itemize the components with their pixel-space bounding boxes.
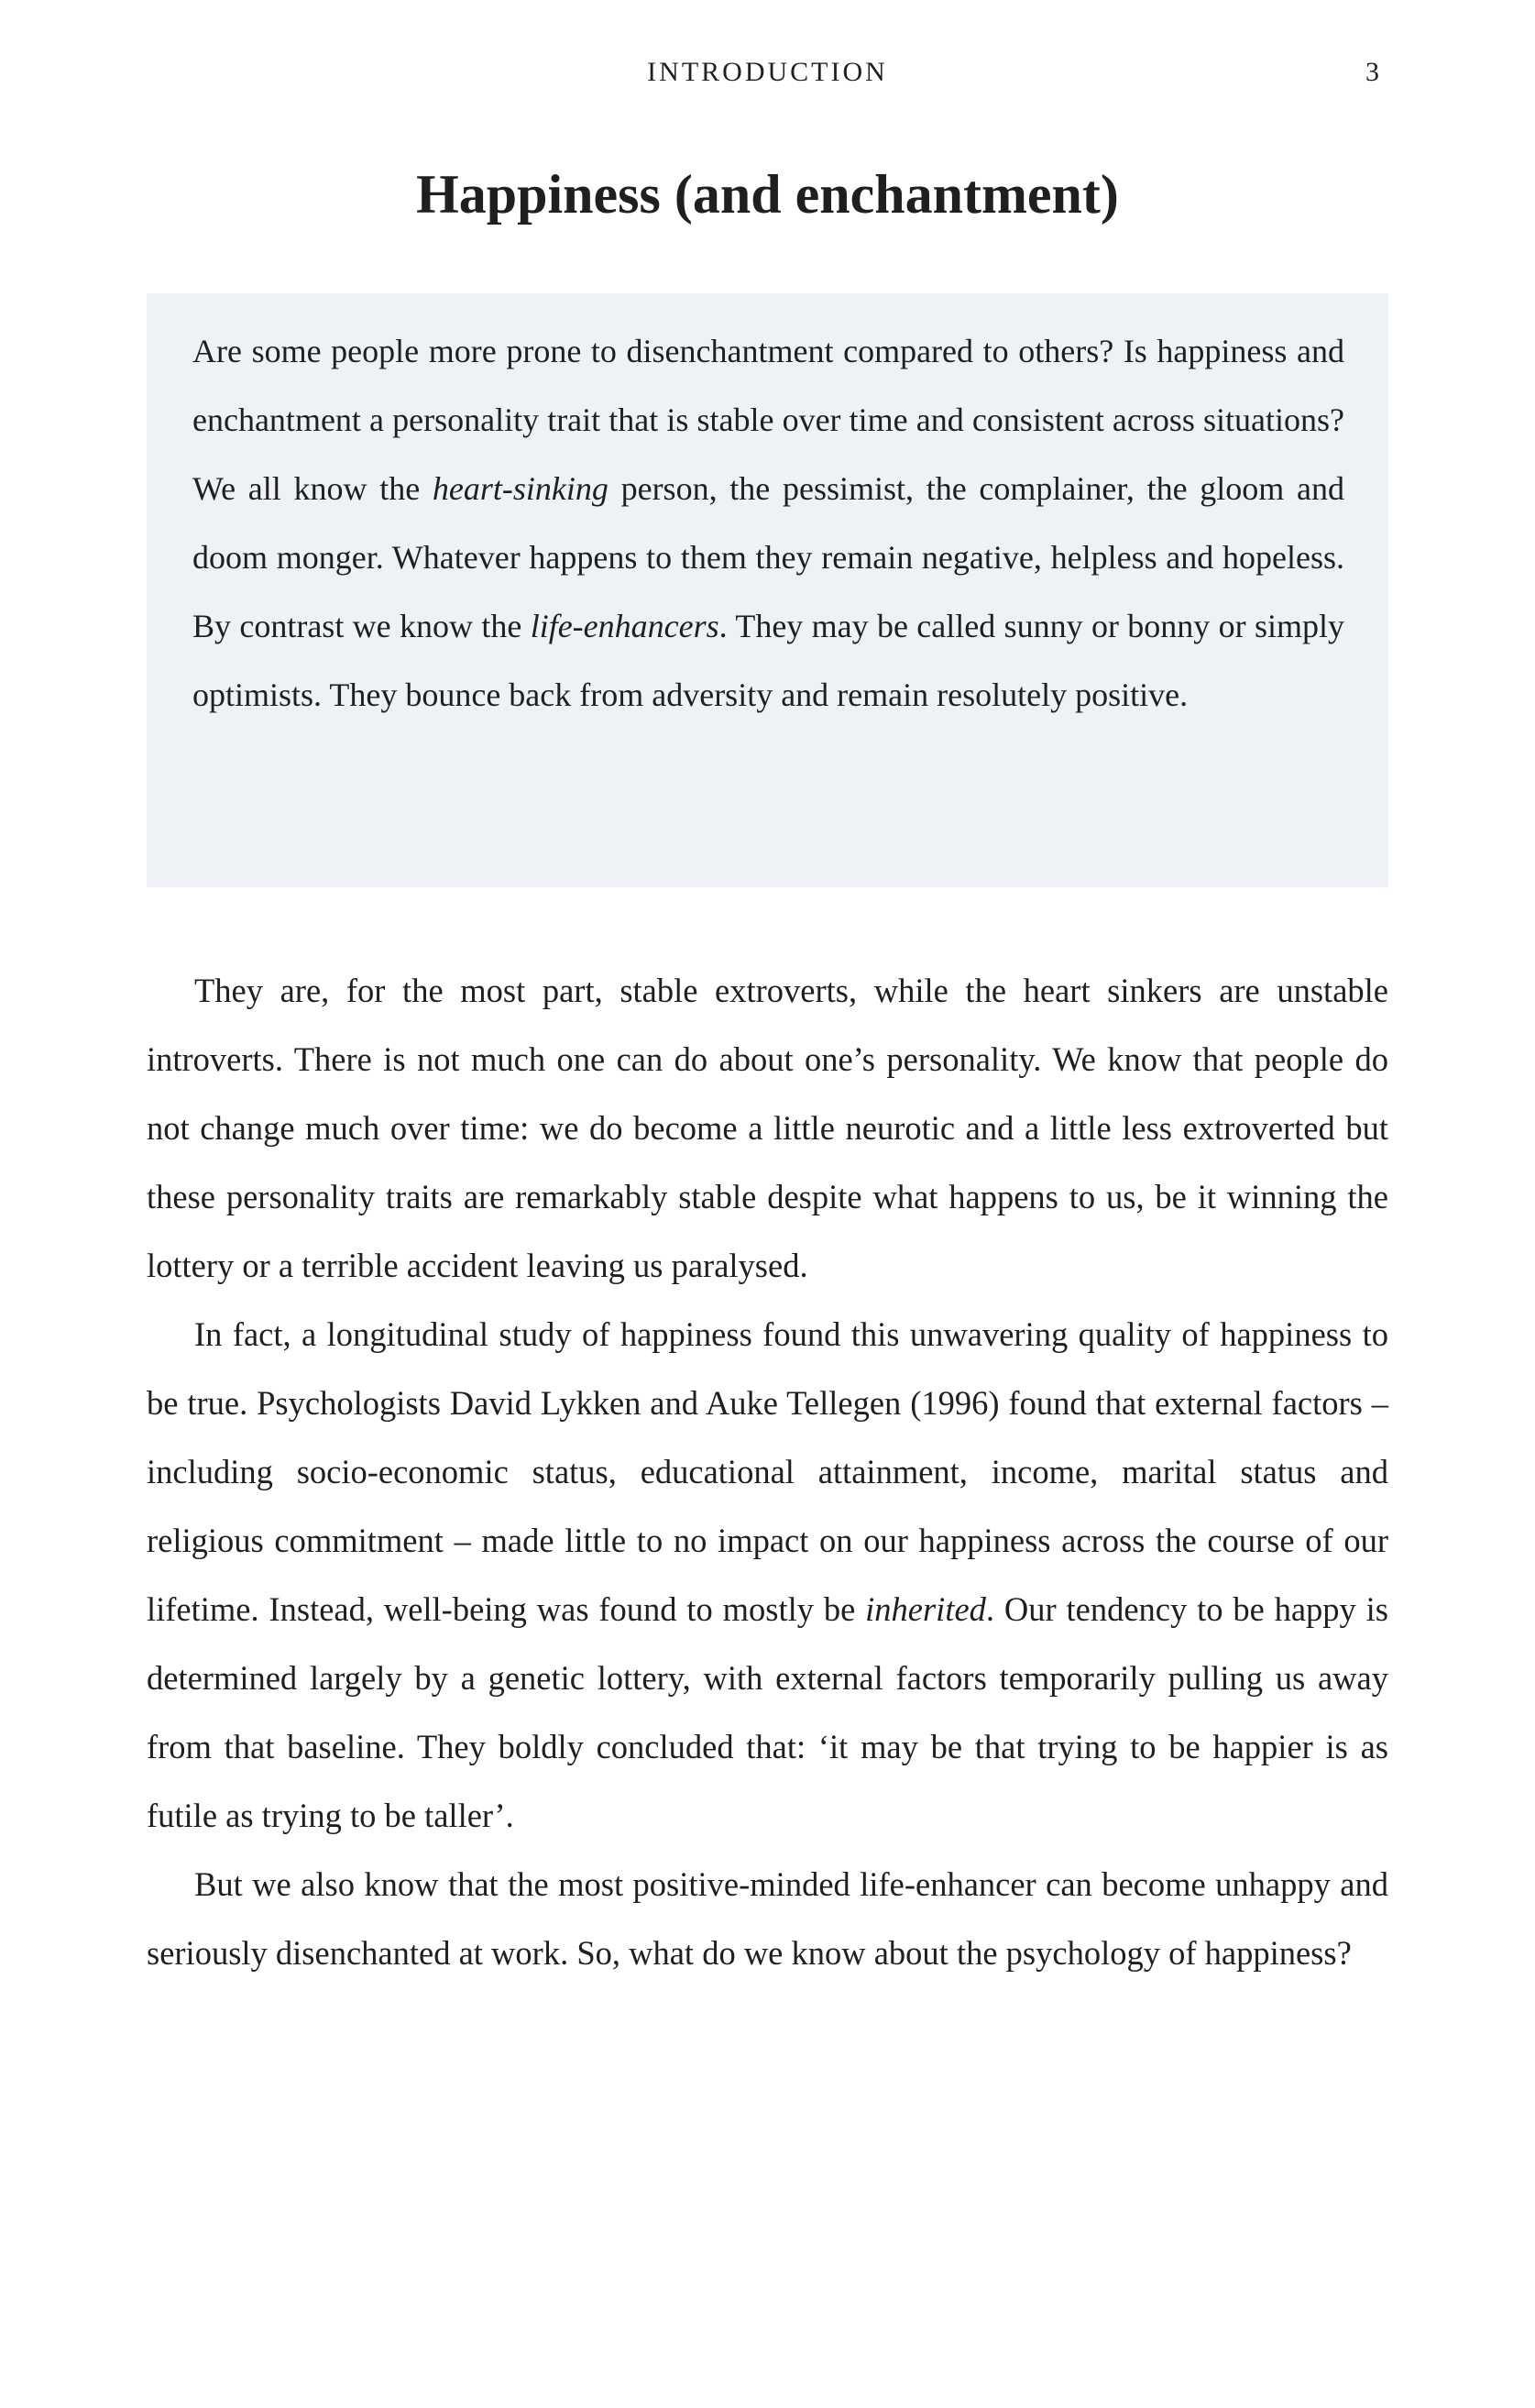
boxout-text-2: person, the pessimist, the complainer, the gloom and doom monger. Whatever happens to them they remain negative, helpless and hopeless. By contrast we know the: [192, 470, 1344, 644]
boxout-paragraph: [192, 317, 1344, 730]
section-title: Happiness (and enchantment): [416, 164, 1119, 225]
boxout-text-1: Are some people more prone to disenchantment compared to others? Is happiness and enchantment a personality trait that is stable over time and consistent across situations? We all know the: [192, 333, 1344, 507]
para-2-text-2: . Our tendency to be happy is determined largely by a genetic lottery, with external factors temporarily pulling us away from that baseline. They boldly concluded that: ‘it may be that trying to be happier is as futile as trying to be taller’.: [147, 1590, 1388, 1834]
body-paragraph-2: [147, 1300, 1388, 1850]
running-head: INTRODUCTION: [647, 57, 888, 87]
boxout-text-3: . They may be called sunny or bonny or simply optimists. They bounce back from adversity and remain resolutely positive.: [192, 608, 1344, 713]
boxout-emphasis-1: heart-sinking: [432, 470, 609, 507]
page-number: 3: [1365, 57, 1379, 87]
body-paragraph-3: But we also know that the most positive-minded life-enhancer can become unhappy and seriously disenchanted at work. So, what do we know about the psychology of happiness?: [147, 1865, 1388, 1972]
boxout-emphasis-2: life-enhancers: [530, 608, 719, 644]
body-text: [147, 956, 1388, 1987]
shaded-boxout: [147, 293, 1388, 887]
para-2-text-1: In fact, a longitudinal study of happiness found this unwavering quality of happiness to be true. Psychologists David Lykken and Auke Tellegen (1996) found that external factors – including socio-economic status, educational attainment, income, marital status and religious commitment – made little to no impact on our happiness across the course of our lifetime. Instead, well-being was found to mostly be: [147, 1315, 1388, 1628]
body-paragraph-1: They are, for the most part, stable extroverts, while the heart sinkers are unstable introverts. There is not much one can do about one’s personality. We know that people do not change much over time: we do become a little neurotic and a little less extroverted but these personality traits are remarkably stable despite what happens to us, be it winning the lottery or a terrible accident leaving us paralysed.: [147, 972, 1388, 1284]
para-2-emphasis: inherited: [865, 1590, 986, 1628]
